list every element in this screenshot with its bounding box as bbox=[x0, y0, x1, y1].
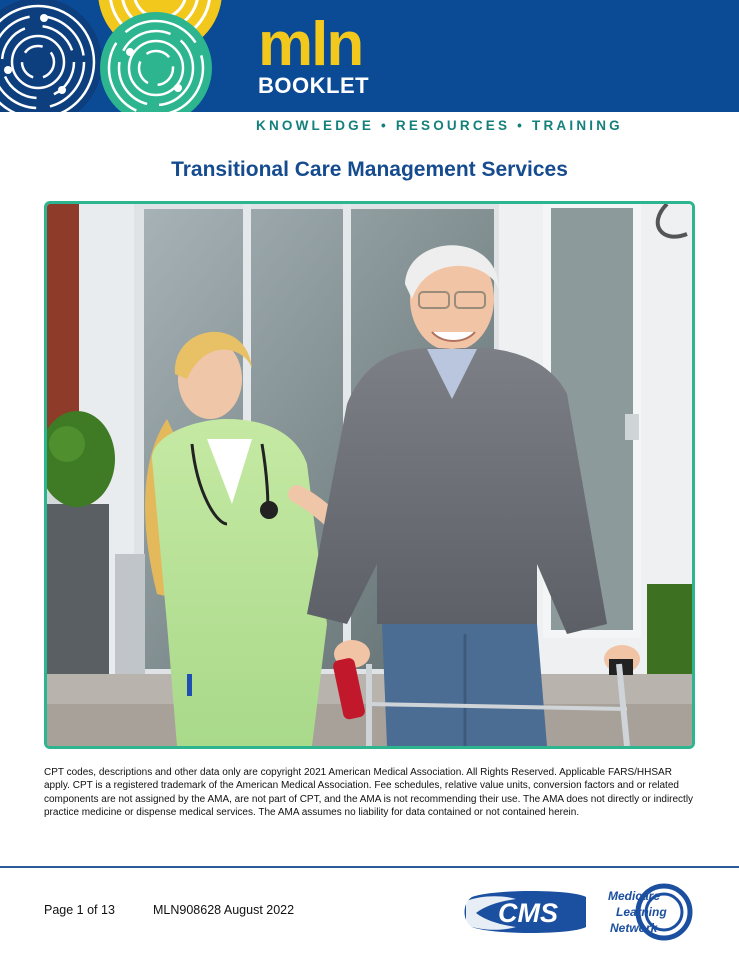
page-number: Page 1 of 13 bbox=[44, 903, 115, 917]
copyright-notice: CPT codes, descriptions and other data only are copyright 2021 American Medical Association. All Rights Reserved. Applicable FARS/HHSAR apply. CPT is a registered trademark of the American Medical Association. Fee schedules, relative value units, conversion factors and or related components are not assigned by the AMA, are not part of CPT, and the AMA is not recommending their use. The AMA does not directly or indirectly practice medicine or dispense medical services. The AMA assumes no liability for data contained or not contained herein. bbox=[44, 767, 694, 819]
tagline: KNOWLEDGE • RESOURCES • TRAINING bbox=[256, 118, 623, 133]
cms-logo-text: CMS bbox=[498, 898, 558, 928]
svg-text:Learning: Learning bbox=[616, 905, 667, 919]
ring-circle-left bbox=[0, 0, 102, 112]
cms-logo bbox=[462, 891, 590, 935]
header-banner bbox=[0, 0, 739, 112]
brand-booklet: BOOKLET bbox=[258, 73, 370, 98]
brand-mln: mln bbox=[258, 10, 363, 79]
cover-photo-illustration bbox=[47, 204, 692, 746]
page-title: Transitional Care Management Services bbox=[171, 158, 568, 181]
circuit-circles-graphic bbox=[0, 0, 250, 112]
svg-text:Network: Network bbox=[610, 921, 658, 935]
document-code-date: MLN908628 August 2022 bbox=[153, 903, 295, 917]
svg-text:Medicare: Medicare bbox=[608, 889, 661, 903]
mln-booklet-logo bbox=[258, 10, 370, 98]
cover-photo bbox=[44, 201, 695, 749]
mln-logo bbox=[606, 882, 696, 944]
footer-divider bbox=[0, 866, 739, 868]
